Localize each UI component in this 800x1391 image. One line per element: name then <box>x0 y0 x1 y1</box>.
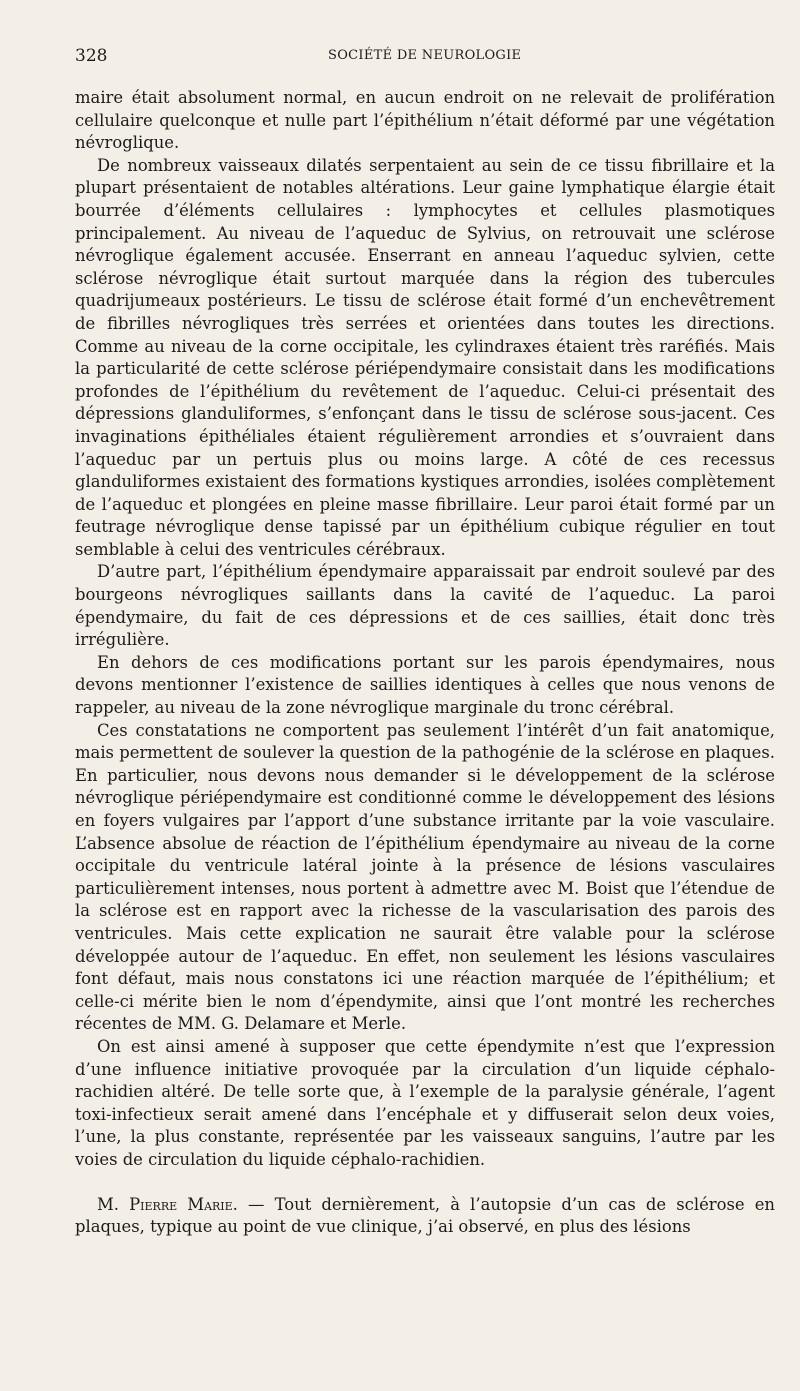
paragraph-continued: maire était absolument normal, en aucun endroit on ne relevait de prolifération cellulaire quelconque et nulle part l’épithélium n’était déformé par une végétation névroglique. <box>75 88 775 153</box>
discussion-text: — Tout dernièrement, à l’autopsie d’un cas de sclérose en plaques, typique au point de vue clinique, j’ai observé, en plus des lésions <box>75 1194 775 1237</box>
paragraph: De nombreux vaisseaux dilatés serpentaient au sein de ce tissu fibrillaire et la plupart présentaient de notables altérations. Leur gaine lymphatique élargie était bourrée d’éléments cellulaires : lymphocytes et cellules plasmotiques principalement. Au niveau de l’aqueduc de Sylvius, on retrouvait une sclérose névroglique également accusée. Enserrant en anneau l’aqueduc sylvien, cette sclérose névroglique était surtout marquée dans la région des tubercules quadrijumeaux postérieurs. Le tissu de sclérose était formé d’un enchevêtrement de fibrilles névrogliques très serrées et orientées dans toutes les directions. Comme au niveau de la corne occipitale, les cylindraxes étaient très raréfiés. Mais la particularité de cette sclérose périépendymaire consistait dans les modifications profondes de l’épithélium du revêtement de l’aqueduc. Celui-ci présentait des dépressions glanduliformes, s’enfonçant dans le tissu de sclérose sous-jacent. Ces invaginations épithéliales étaient régulièrement arrondies et s’ouvraient dans l’aqueduc par un pertuis plus ou moins large. A côté de ces recessus glanduliformes existaient des formations kystiques arrondies, isolées complètement de l’aqueduc et plongées en pleine masse fibrillaire. Leur paroi était formé par un feutrage névroglique dense tapissé par un épithélium cubique régulier en tout semblable à celui des ventricules cérébraux. <box>75 155 775 559</box>
page-number: 328 <box>75 46 108 66</box>
speaker-name: M. Pierre Marie. <box>97 1194 238 1214</box>
paragraph: D’autre part, l’épithélium épendymaire apparaissait par endroit soulevé par des bourgeons névrogliques saillants dans la cavité de l’aqueduc. La paroi épendymaire, du fait de ces dépressions et de ces saillies, était donc très irrégulière. <box>75 562 775 650</box>
discussion-paragraph <box>75 1194 775 1239</box>
paragraph: En dehors de ces modifications portant sur les parois épendymaires, nous devons mentionner l’existence de saillies identiques à celles que nous venons de rappeler, au niveau de la zone névroglique marginale du tronc cérébral. <box>75 652 775 718</box>
running-title: SOCIÉTÉ DE NEUROLOGIE <box>328 48 522 63</box>
page-header <box>75 46 760 70</box>
body-text <box>75 87 775 1239</box>
paragraph: On est ainsi amené à supposer que cette épendymite n’est que l’expression d’une influence initiative provoquée par la circulation d’un liquide céphalo-rachidien altéré. De telle sorte que, à l’exemple de la paralysie générale, l’agent toxi-infectieux serait amené dans l’encéphale et y diffuserait selon deux voies, l’une, la plus constante, représentée par les vaisseaux sanguins, l’autre par les voies de circulation du liquide céphalo-rachidien. <box>75 1036 775 1169</box>
paragraph: Ces constatations ne comportent pas seulement l’intérêt d’un fait anatomique, mais permettent de soulever la question de la pathogénie de la sclérose en plaques. En particulier, nous devons nous demander si le développement de la sclérose névroglique périépendymaire est conditionné comme le développement des lésions en foyers vulgaires par l’apport d’une substance irritante par la voie vasculaire. L’absence absolue de réaction de l’épithélium épendymaire au niveau de la corne occipitale du ventricule latéral jointe à la présence de lésions vasculaires particulièrement intenses, nous portent à admettre avec M. Boist que l’étendue de la sclérose est en rapport avec la richesse de la vascularisation des parois des ventricules. Mais cette explication ne saurait être valable pour la sclérose développée autour de l’aqueduc. En effet, non seulement les lésions vasculaires font défaut, mais nous constatons ici une réaction marquée de l’épithélium; et celle-ci mérite bien le nom d’épendymite, ainsi que l’ont montré les recherches récentes de MM. G. Delamare et Merle. <box>75 720 775 1034</box>
